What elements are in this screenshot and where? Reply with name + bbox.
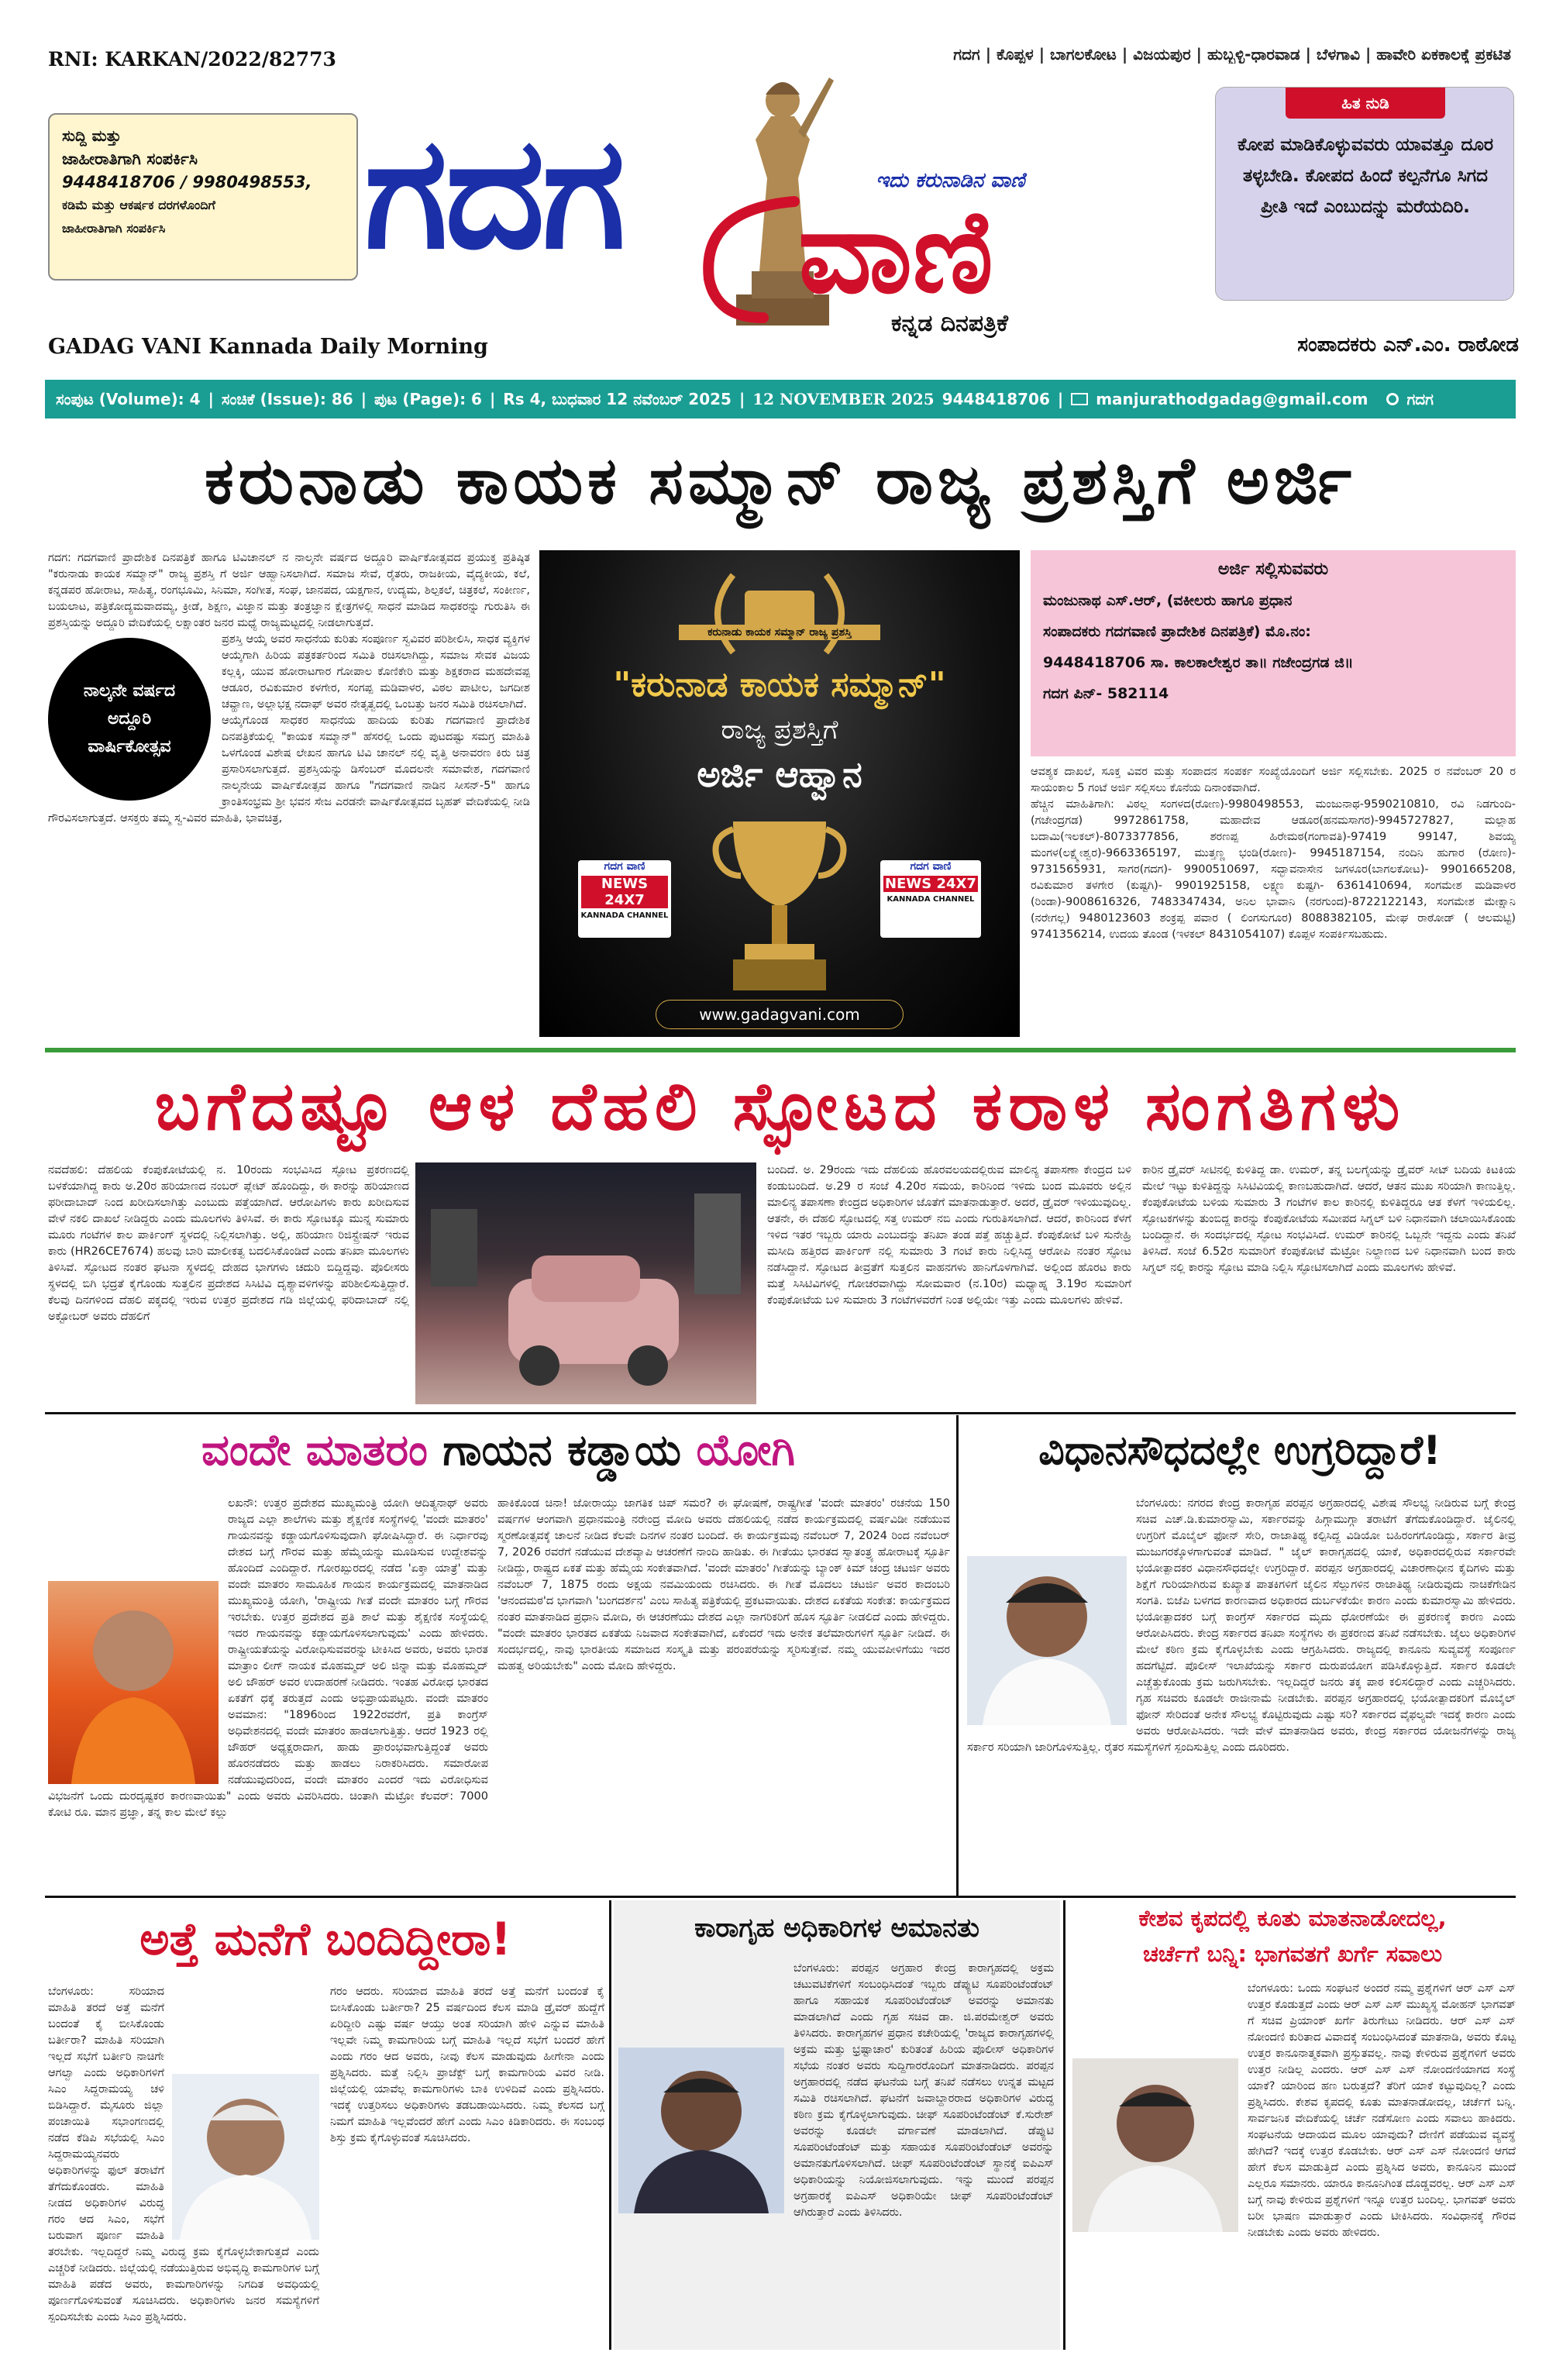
row-divider-1 <box>45 1412 1516 1414</box>
article2-col2 <box>767 1162 1131 1404</box>
vertical-divider-2 <box>609 1900 611 2350</box>
article4-headline: ವಿಧಾನಸೌಧದಲ್ಲೇ ಉಗ್ರರಿದ್ದಾರೆ! <box>1038 1428 1441 1474</box>
article5-col2 <box>330 1984 604 2340</box>
article1-right-p2: ಹೆಚ್ಚಿನ ಮಾಹಿತಿಗಾಗಿ: ವಿಠಲ್ಲ ಸಂಗಳದ(ರೋಣ)-9980498553, ಮಂಜುನಾಥ-9590210810, ರವಿ ನಿಡಗುಂದಿ-(ಗಜೇಂದ್ರಗಡ) 9972861758, ಮಹಾದೇವ ಆಡೂರ(ಹನಮಸಾಗರ)-9945727827, ಮಲ್ಲಾಹ ಬದಾಮಿ(ಇಲಕಲ್)-8073377856, ಶರಣಪ್ಪ ಹಿರೇಮಠ(ಗಂಗಾವತಿ)-97419 99147, ಶಿವಯ್ಯ ಮಂಗಳ(ಲಕ್ಷ್ಮೇಶ್ವರ)-9663365197, ಮುತ್ತಣ್ಣ ಭಂಡಿ(ರೋಣ)- 9945187154, ನಂದಿನಿ ಹುಗಾರ (ರೋಣ)- 9731565931, ಸಾಗರ(ಗದಗ)- 9900510697, ಸದ್ಭಾವನಾಸೇನ ಜಗಳೂರ(ಬಾಗಲಕೋಟ)- 9901665208, ರವಿಕುಮಾರ ತಳಗೇರ (ಕುಷ್ಟಗಿ)- 9901925158, ಲಕ್ಷ್ಮಣ ಕುಷ್ಟಗಿ- 6361410694, ಸಂಗಮೇಶ ಮಡಿವಾಳರ (ರಿಂಡಾ)-9008616326, 7483347434, ಅನಿಲ ಭಾವಾನಿ (ನರಗುಂದ)-8722122143, ಸಂಗಮೇಶ ಮೇಕ್ಷಾನಿ (ನರೇಗಲ್ಲ) 9480123603 ಶಂಕ್ರಪ್ಪ ಪವಾರ ( ಲಿಂಗಸುಗೂರ) 8088382105, ಮೇಘ ರಾಠೋಡ್ ( ಆಲಮಟ್ಟಿ) 9741356214, ಉದಯ ತೊಂಡ (ಇಳಕಲ್ 8431054107) ಕೊಪ್ಪಳ ಸಂಪರ್ಕಿಸಬಹುದು. <box>1031 798 1516 941</box>
article1-body-left <box>48 550 530 1069</box>
article1-p2: ಪ್ರಶಸ್ತಿ ಆಯ್ಕೆ ಅವರ ಸಾಧನೆಯ ಕುರಿತು ಸಂಪೂರ್ಣ ಸ್ವವಿವರ ಪರಿಶೀಲಿಸಿ, ಸಾಧಕ ವ್ಯಕ್ತಿಗಳ ಆಯ್ಕೆಗಾಗಿ ಹಿರಿಯ ಪತ್ರಕರ್ತರಿಂದ ಸಮಿತಿ ರಚಿಸಲಾಗಿದ್ದು, ಸಮಾಜ ಸೇವಕ ವಿಜಯ ಕಲ್ಲಕ್ಕಿ, ಯುವ ಹೋರಾಟಗಾರ ಗೋಪಾಲ ಕೊಣಿಕೇರಿ ಮತ್ತು ಶಿಕ್ಷಕರಾದ ಮಹದೇವಪ್ಪ ಆಡೂರ, ರವಿಕುಮಾರ ಕಳಗೇರ, ಸಂಗಪ್ಪ ಮಡಿವಾಳರ, ವಿಠಲ ಪಾಟೀಲ, ಜಗದೀಶ ಚವ್ಹಾಣ, ಅಲ್ಲಾಭಕ್ಷ ನದಾಫ್ ಅವರ ನೇತೃತ್ವದಲ್ಲಿ ಒಂಬತ್ತು ಜನರ ಸಮಿತಿ ರಚಿಸಲಾಗಿದೆ. <box>222 633 530 711</box>
award-poster <box>539 550 1020 1037</box>
article2-col1-text: ನವದೆಹಲಿ: ದೆಹಲಿಯ ಕೆಂಪುಕೋಟೆಯಲ್ಲಿ ನ. 10ರಂದು ಸಂಭವಿಸಿದ ಸ್ಫೋಟ ಪ್ರಕರಣದಲ್ಲಿ ಬಳಕೆಯಾಗಿದ್ದ ಕಾರು ಅ.20ರ ಹರಿಯಾಣದ ನಂಬರ್ ಪ್ಲೇಟ್ ಹೊಂದಿದ್ದು, ಈ ಕಾರನ್ನು ಹರಿಯಾಣದ ಫರೀದಾಬಾದ್ ನಿಂದ ಖರೀದಿಸಲಾಗಿತ್ತು ಎಂಬುದು ಪತ್ತೆಯಾಗಿದೆ. ಆರೋಪಿಗಳು ಕಾರು ಖರೀದಿಸುವ ವೇಳೆ ನಕಲಿ ದಾಖಲೆ ನೀಡಿದ್ದರು ಎಂದು ಮೂಲಗಳು ತಿಳಿಸಿವೆ. ಈ ಕಾರು ಸ್ಫೋಟಕ್ಕೂ ಮುನ್ನ ಸುಮಾರು ಮೂರು ಗಂಟೆಗಳ ಕಾಲ ಪಾರ್ಕಿಂಗ್ ಸ್ಥಳದಲ್ಲಿ ನಿಲ್ಲಿಸಲಾಗಿತ್ತು. ಅಲ್ಲಿ, ಹರಿಯಾಣ ರಿಜಿಸ್ಟ್ರೇಷನ್ ಇರುವ ಕಾರು (HR26CE7674) ಹಲವು ಬಾರಿ ಮಾಲೀಕತ್ವ ಬದಲಿಸಿಕೊಂಡಿದೆ ಎಂದು ತನಿಖಾ ಮೂಲಗಳು ತಿಳಿಸಿವೆ. ಸ್ಫೋಟದ ನಂತರ ಘಟನಾ ಸ್ಥಳದಲ್ಲಿ ದೇಹದ ಭಾಗಗಳು ಚದುರಿ ಬಿದ್ದಿದ್ದವು. ಪೊಲೀಸರು ಸ್ಥಳದಲ್ಲಿ ಬಿಗಿ ಭದ್ರತೆ ಕೈಗೊಂಡು ಸುತ್ತಲಿನ ಪ್ರದೇಶದ ಸಿಸಿಟಿವಿ ದೃಶ್ಯಾವಳಿಗಳನ್ನು ಪರಿಶೀಲಿಸುತ್ತಿದ್ದಾರೆ. ಕೆಲವು ದಿನಗಳಿಂದ ದೆಹಲಿ ಪಕ್ಕದಲ್ಲಿ ಇರುವ ಉತ್ತರ ಪ್ರದೇಶದ ಗಡಿ ಜಿಲ್ಲೆಯಲ್ಲಿ ಫರಿದಾಬಾದ್ ನಲ್ಲಿ ಅಕ್ಟೋಬರ್ ಅವರು ದೆಹಲಿಗೆ <box>48 1164 409 1323</box>
regions-line: ಗದಗ | ಕೊಪ್ಪಳ | ಬಾಗಲಕೋಟ | ವಿಜಯಪುರ | ಹುಬ್ಬಳ್ಳಿ-ಧಾರವಾಡ | ಬೆಳಗಾವಿ | ಹಾವೇರಿ ಏಕಕಾಲಕ್ಕೆ ಪ್ರಕಟಿತ <box>953 45 1511 64</box>
apply-line1: ಮಂಜುನಾಥ ಎಸ್.ಆರ್, (ವಕೀಲರು ಹಾಗೂ ಪ್ರಧಾನ <box>1043 592 1293 609</box>
info-bar: ಸಂಪುಟ (Volume): 4 | ಸಂಚಿಕೆ (Issue): 86 | ಪುಟ (Page): 6 | Rs 4, ಬುಧವಾರ 12 ನವೆಂಬರ್ 2025 | 12 NOVEMBER 2025 9448418706 | manjurathodgadag@gmail.com ಗದಗ <box>45 380 1516 418</box>
news-box-line1: ಸುದ್ದಿ ಮತ್ತು <box>62 126 122 145</box>
article3-col2-text: ಹಾಕಿಕೊಂಡ ಚಿನಾ! ಜೋರಾಯ್ತು ಜಾಗತಿಕ ಚಿಪ್ ಸಮರ? ಈ ಘೋಷಣೆ, ರಾಷ್ಟ್ರಗೀತೆ 'ವಂದೇ ಮಾತರಂ' ರಚನೆಯ 150 ವರ್ಷಗಳ ಆಂಗವಾಗಿ ಪ್ರಧಾನಮಂತ್ರಿ ನರೇಂದ್ರ ಮೋದಿ ಅವರು ದೆಹಲಿಯಲ್ಲಿ ನಡೆದ ಕಾರ್ಯಕ್ರಮದಲ್ಲಿ ವರ್ಷವಿಡೀ ನಡೆಯುವ ಸ್ಮರಣೋತ್ಸವಕ್ಕೆ ಚಾಲನೆ ನೀಡಿದ ಕೆಲವೇ ದಿನಗಳ ನಂತರ ಬಂದಿದೆ. ಈ ಕಾರ್ಯಕ್ರಮವು ನವೆಂಬರ್ 7, 2024 ರಿಂದ ನವೆಂಬರ್ 7, 2026 ರವರೆಗೆ ನಡೆಯುವ ದೇಶವ್ಯಾಪಿ ಆಚರಣೆಗೆ ನಾಂದಿ ಹಾಡಿತು. ಈ ಗೀತೆಯು ಭಾರತದ ಸ್ವಾತಂತ್ರ್ಯ ಹೋರಾಟಕ್ಕೆ ಸ್ಪೂರ್ತಿ ನೀಡಿದ್ದು, ರಾಷ್ಟ್ರದ ಏಕತೆ ಮತ್ತು ಹೆಮ್ಮೆಯ ಸಂಕೇತವಾಗಿದೆ. 'ವಂದೇ ಮಾತರಂ' ಗೀತೆಯನ್ನು ಬ್ಯಾಂಕ್ ಕಿಮ್ ಚಂದ್ರ ಚಟರ್ಜಿ ಅವರು ನವೆಂಬರ್ 7, 1875 ರಂದು ಅಕ್ಷಯ ನವಮಿಯಂದು ರಚಿಸಿದರು. ಈ ಗೀತೆ ಮೊದಲು ಚಟರ್ಜಿ ಅವರ ಕಾದಂಬರಿ 'ಆನಂದಮಠ'ದ ಭಾಗವಾಗಿ 'ಬಂಗದರ್ಶನ' ಎಂಬ ಸಾಹಿತ್ಯ ಪತ್ರಿಕೆಯಲ್ಲಿ ಪ್ರಕಟವಾಯಿತು. ದೇಶದ ಏಕತೆಯ ಸಂಕೇತ: ಕಾರ್ಯಕ್ರಮದ ನಂತರ ಮಾತನಾಡಿದ ಪ್ರಧಾನಿ ಮೋದಿ, ಈ ಆಚರಣೆಯು ದೇಶದ ಎಲ್ಲಾ ನಾಗರಿಕರಿಗೆ ಹೊಸ ಸ್ಫೂರ್ತಿ ನೀಡಲಿದೆ ಎಂದು ಹೇಳಿದ್ದರು. "ವಂದೇ ಮಾತರಂ ಭಾರತದ ಏಕತೆಯ ನಿಜವಾದ ಸಂಕೇತವಾಗಿದೆ, ಏಕೆಂದರೆ ಇದು ಅನೇಕ ತಲೆಮಾರುಗಳಿಗೆ ಸ್ಫೂರ್ತಿ ನೀಡಿದೆ. ಈ ಸಂದರ್ಭದಲ್ಲಿ, ನಾವು ಭಾರತೀಯ ಸಮಾಜದ ಸಂಸ್ಕೃತಿ ಮತ್ತು ಪರಂಪರೆಯನ್ನು ಸ್ಮರಿಸುತ್ತೇವೆ. ನಮ್ಮ ಯುವಪೀಳಿಗೆಯು ಇದರ ಮಹತ್ವ ಅರಿಯಬೇಕು" ಎಂದು ಮೋದಿ ಹೇಳಿದ್ದರು. <box>497 1497 950 1672</box>
info-email[interactable]: manjurathodgadag@gmail.com <box>1096 390 1368 408</box>
article5-col1-text: ಬೆಂಗಳೂರು: ಸರಿಯಾದ ಮಾಹಿತಿ ತರದೆ ಅತ್ತೆ ಮನೆಗೆ ಬಂದಂತೆ ಕೈ ಬೀಸಿಕೊಂಡು ಬರ್ತೀರಾ? ಮಾಹಿತಿ ಸರಿಯಾಗಿ ಇಲ್ಲದೆ ಸಭೆಗೆ ಬರ್ತೀರಿ ನಾಚಿಗೇ ಆಗಲ್ವಾ ಎಂದು ಅಧಿಕಾರಿಗಳಿಗೆ ಸಿಎಂ ಸಿದ್ದರಾಮಯ್ಯ ಚಳಿ ಬಿಡಿಸಿದ್ದಾರೆ. ಮೈಸೂರು ಜಿಲ್ಲಾ ಪಂಚಾಯಿತಿ ಸಭಾಂಗಣದಲ್ಲಿ ನಡೆದ ಕೆಡಿಪಿ ಸಭೆಯಲ್ಲಿ ಸಿಎಂ ಸಿದ್ದರಾಮಯ್ಯನವರು ಅಧಿಕಾರಿಗಳನ್ನು ಫುಲ್ ತರಾಟೆಗೆ ತೆಗೆದುಕೊಂಡರು. ಮಾಹಿತಿ ನೀಡದ ಅಧಿಕಾರಿಗಳ ವಿರುದ್ಧ ಗರಂ ಆದ ಸಿಎಂ, ಸಭೆಗೆ ಬರುವಾಗ ಪೂರ್ಣ ಮಾಹಿತಿ ತರಬೇಕು. ಇಲ್ಲದಿದ್ದರೆ ನಿಮ್ಮ ವಿರುದ್ಧ ಕ್ರಮ ಕೈಗೊಳ್ಳಬೇಕಾಗುತ್ತದೆ ಎಂದು ಎಚ್ಚರಿಕೆ ನೀಡಿದರು. ಜಿಲ್ಲೆಯಲ್ಲಿ ನಡೆಯುತ್ತಿರುವ ಅಭಿವೃದ್ಧಿ ಕಾಮಗಾರಿಗಳ ಬಗ್ಗೆ ಮಾಹಿತಿ ಪಡೆದ ಅವರು, ಕಾಮಗಾರಿಗಳನ್ನು ನಿಗದಿತ ಅವಧಿಯಲ್ಲಿ ಪೂರ್ಣಗೊಳಿಸುವಂತೆ ಸೂಚಿಸಿದರು. ಅಧಿಕಾರಿಗಳು ಜನರ ಸಮಸ್ಯೆಗಳಿಗೆ ಸ್ಪಂದಿಸಬೇಕು ಎಂದು ಸಿಎಂ ಪ್ರಶ್ನಿಸಿದರು. <box>48 1986 319 2323</box>
poster-logo-left-name: ಗದಗ ವಾಣಿ <box>604 860 645 873</box>
info-phone: 9448418706 <box>942 390 1050 408</box>
location-icon <box>1386 393 1399 405</box>
article2-col2-text: ಬಂದಿದೆ. ಅ. 29ರಂದು ಇದು ದೆಹಲಿಯ ಹೊರವಲಯದಲ್ಲಿರುವ ಮಾಲಿನ್ಯ ತಪಾಸಣಾ ಕೇಂದ್ರದ ಬಳಿ ಕಂಡುಬಂದಿದೆ. ಅ.29 ರ ಸಂಜೆ 4.20ರ ಸಮಯ, ಕಾರಿನಿಂದ ಇಳಿದು ಬಂದ ಮೂವರು ಅಲ್ಲಿನ ಮಾಲಿನ್ಯ ತಪಾಸಣಾ ಕೇಂದ್ರದ ಅಧಿಕಾರಿಗಳ ಜೊತೆಗೆ ಮಾತನಾಡುತ್ತಾರೆ. ಅದರೆ, ಡ್ರೈವರ್ ಇಳಿಯುವುದಿಲ್ಲ. ಆತನೇ, ಈ ದೆಹಲಿ ಸ್ಫೋಟದಲ್ಲಿ ಸತ್ತ ಉಮರ್ ನಬಿ ಎಂದು ಗುರುತಿಸಲಾಗಿದೆ. ಆದರೆ, ಕಾರಿನಿಂದ ಕೆಳಗೆ ಇಳಿದ ಇತರ ಇಬ್ಬರು ಯಾರು ಎಂಬುದನ್ನು ತನಿಖಾ ತಂಡ ಪತ್ತೆ ಹಚ್ಚುತ್ತಿದೆ. ಕೆಂಪುಕೋಟೆ ಬಳಿ ಸುನೇಹ್ರಿ ಮಸೀದಿ ಹತ್ತಿರದ ಪಾರ್ಕಿಂಗ್ ನಲ್ಲಿ ಸುಮಾರು 3 ಗಂಟೆ ಕಾರು ನಿಲ್ಲಿಸಿದ್ದ ಆರೋಪಿ ನಂತರ ಸ್ಫೋಟ ನಡೆಸಿದ್ದಾನೆ. ಸ್ಫೋಟದ ತೀವ್ರತೆಗೆ ಸುತ್ತಲಿನ ವಾಹನಗಳು ಹಾನಿಗೊಳಗಾಗಿವೆ. ಅಲ್ಲಿಂದ ಹೊರಟ ಕಾರು ಮತ್ತೆ ಸಿಸಿಟಿವಿಗಳಲ್ಲಿ ಗೋಚರವಾಗಿದ್ದು ಸೋಮವಾರ (ನ.10ರ) ಮಧ್ಯಾಹ್ನ 3.19ರ ಸುಮಾರಿಗೆ ಕೆಂಪುಕೋಟೆಯ ಬಳಿ ಸುಮಾರು 3 ಗಂಟೆಗಳವರೆಗೆ ನಿಂತ ಅಲ್ಲಿಯೇ ಇತ್ತು ಎಂದು ಮೂಲಗಳು ಹೇಳಿವೆ. <box>767 1164 1131 1307</box>
info-issue: ಸಂಚಿಕೆ (Issue): 86 <box>221 390 353 408</box>
article3-headline-c: ಯೋಗಿ <box>696 1425 796 1476</box>
news-box-line3: ಕಡಿಮೆ ಮತ್ತು ಆಕರ್ಷಕ ದರಗಳೊಂದಿಗೆ <box>62 198 215 212</box>
poster-url[interactable]: www.gadagvani.com <box>656 1000 904 1029</box>
apply-line3: 9448418706 ಸಾ. ಕಾಲಕಾಲೇಶ್ವರ ತಾ॥ ಗಜೇಂದ್ರಗಡ ಜಿ॥ <box>1043 654 1354 671</box>
logo-title-right: ವಾಣಿ <box>798 185 994 319</box>
mail-icon <box>1071 393 1088 405</box>
kumaraswamy-photo <box>967 1556 1127 1725</box>
tagline: ಇದು ಕರುನಾಡಿನ ವಾಣಿ <box>876 169 1025 192</box>
poster-sub: ರಾಜ್ಯ ಪ್ರಶಸ್ತಿಗೆ <box>721 715 838 746</box>
article7-text: ಬೆಂಗಳೂರು: ಒಂದು ಸಂಘಟನೆ ಅಂದರೆ ನಮ್ಮ ಪ್ರಶ್ನೆಗಳಿಗೆ ಆರ್ ಎಸ್ ಎಸ್ ಉತ್ತರ ಕೊಡುತ್ತದೆ ಎಂದು ಆರ್ ಎಸ್ ಎಸ್ ಮುಖ್ಯಸ್ಥ ಮೋಹನ್ ಭಾಗವತ್ ಗೆ ಸಚಿವ ಪ್ರಿಯಾಂಕ್ ಖರ್ಗೆ ತಿರುಗೇಟು ನೀಡಿದರು. ಆರ್ ಎಸ್ ಎಸ್ ನೋಂದಣಿ ಕುರಿತಾದ ವಿವಾದಕ್ಕೆ ಸಂಬಂಧಿಸಿದಂತೆ ಮಾತನಾಡಿ, ಅವರು ಕೊಟ್ಟ ಉತ್ತರ ಕಾನೂನಾತ್ಮಕವಾಗಿ ಪ್ರಸ್ತುತವಲ್ಲ. ನಾವು ಕೇಳಿರುವ ಪ್ರಶ್ನೆಗಳಿಗೆ ಅವರು ಉತ್ತರ ನೀಡಿಲ್ಲ ಎಂದರು. ಆರ್ ಎಸ್ ಎಸ್ ನೋಂದಣಿಯಾಗದ ಸಂಸ್ಥೆ ಯಾಕೆ? ಯಾರಿಂದ ಹಣ ಬರುತ್ತದೆ? ತೆರಿಗೆ ಯಾಕೆ ಕಟ್ಟುವುದಿಲ್ಲ? ಎಂದು ಪ್ರಶ್ನಿಸಿದರು. ಕೇಶವ ಕೃಪದಲ್ಲಿ ಕೂತು ಮಾತನಾಡೋದಲ್ಲ, ಚರ್ಚೆಗೆ ಬನ್ನಿ. ಸಾರ್ವಜನಿಕ ವೇದಿಕೆಯಲ್ಲಿ ಚರ್ಚೆ ನಡೆಸೋಣ ಎಂದು ಸವಾಲು ಹಾಕಿದರು. ಸಂಘಟನೆಯ ಆದಾಯದ ಮೂಲ ಯಾವುದು? ದೇಣಿಗೆ ಪಡೆಯುವ ವ್ಯವಸ್ಥೆ ಹೇಗಿದೆ? ಇದಕ್ಕೆ ಉತ್ತರ ಕೊಡಬೇಕು. ಆರ್ ಎಸ್ ಎಸ್ ನೋಂದಣಿ ಆಗದೆ ಹೇಗೆ ಕೆಲಸ ಮಾಡುತ್ತಿದೆ ಎಂದು ಪ್ರಶ್ನಿಸಿದ ಅವರು, ಕಾನೂನಿನ ಮುಂದೆ ಎಲ್ಲರೂ ಸಮಾನರು. ಯಾರೂ ಕಾನೂನಿಗಿಂತ ದೊಡ್ಡವರಲ್ಲ. ಆರ್ ಎಸ್ ಎಸ್ ಬಗ್ಗೆ ನಾವು ಕೇಳಿರುವ ಪ್ರಶ್ನೆಗಳಿಗೆ ಇನ್ನೂ ಉತ್ತರ ಬಂದಿಲ್ಲ. ಭಾಗವತ್ ಅವರು ಬರೀ ಭಾಷಣ ಮಾಡುತ್ತಾರೆ ಎಂದು ಟೀಕಿಸಿದರು. ಸಂವಿಧಾನಕ್ಕೆ ಗೌರವ ನೀಡಬೇಕು ಎಂದು ಅವರು ಹೇಳಿದರು. <box>1248 1982 1516 2239</box>
article1-body-right <box>1031 764 1516 1040</box>
info-date-en: 12 NOVEMBER 2025 <box>752 390 935 408</box>
siddaramaiah-photo <box>172 2074 319 2240</box>
article1-p3: ಆಯ್ಕೆಗೊಂಡ ಸಾಧಕರ ಸಾಧನೆಯ ಹಾದಿಯ ಕುರಿತು ಗದಗವಾಣಿ ಪ್ರಾದೇಶಿಕ ದಿನಪತ್ರಿಕೆಯಲ್ಲಿ "ಕಾಯಕ ಸಮ್ಮಾನ್" ಹೆಸರಲ್ಲಿ ಒಂದು ಪುಟದಷ್ಟು ಸಮಗ್ರ ಮಾಹಿತಿ ಒಳಗೊಂಡ ವಿಶೇಷ ಲೇಖನ ಹಾಗೂ ಟಿವಿ ಚಾನಲ್ ನಲ್ಲಿ ವೃತ್ತಿ ಅನಾವರಣ ಕಿರು ಚಿತ್ರ ಪ್ರಸಾರಿಸಲಾಗುತ್ತದೆ. ಪ್ರಶಸ್ತಿಯನ್ನು ಡಿಸೆಂಬರ್ ಮೊದಲನೇ ಸಮಾವೇಶ, ಗದಗವಾಣಿ ನಾಲ್ಕನೇಯ ವಾರ್ಷಿಕೋತ್ಸವ ಹಾಗೂ "ಗದಗವಾಣಿ ನಾಡಿನ ಸೀಸನ್-5" ಹಾಗೂ ಕ್ರಾಂತಿಸಂಭ್ರಮ ಶ್ರೀ ಭವನ ಸೇಜ ಎರಡನೇ ವಾರ್ಷಿಕೋತ್ಸವದ ಬೃಹತ್ ವೇದಿಕೆಯಲ್ಲಿ ನೀಡಿ ಗೌರವಿಸಲಾಗುತ್ತದೆ. ಆಸಕ್ತರು ತಮ್ಮ ಸ್ವ-ವಿವರ ಮಾಹಿತಿ, ಭಾವಚಿತ್ರ, <box>48 715 530 825</box>
article5-headline: ಅತ್ತೆ ಮನೆಗೆ ಬಂದಿದ್ದೀರಾ! <box>139 1913 511 1965</box>
news-box-phones: 9448418706 / 9980498553, <box>62 173 312 191</box>
poster-logo-left-news: NEWS 24X7 <box>581 876 668 908</box>
article1-headline: ಕರುನಾಡು ಕಾಯಕ ಸಮ್ಮಾನ್ ರಾಜ್ಯ ಪ್ರಶಸ್ತಿಗೆ ಅರ್ಜಿ <box>204 443 1356 518</box>
article5-col1 <box>48 1984 319 2340</box>
article7-headline-2: ಚರ್ಚೆಗೆ ಬನ್ನಿ: ಭಾಗವತಗೆ ಖರ್ಗೆ ಸವಾಲು <box>1142 1941 1443 1967</box>
article3-headline <box>45 1415 952 1486</box>
poster-logo-right-news: NEWS 24X7 <box>883 876 978 892</box>
poster-logo-left-channel: KANNADA CHANNEL <box>580 911 669 920</box>
priyank-kharge-photo <box>1072 2058 1238 2232</box>
article2-col3 <box>1142 1162 1516 1404</box>
news-box-line2: ಜಾಹೀರಾತಿಗಾಗಿ ಸಂಪರ್ಕಿಸಿ <box>62 150 198 168</box>
apply-line2: ಸಂಪಾದಕರು ಗದಗವಾಣಿ ಪ್ರಾದೇಶಿಕ ದಿನಪತ್ರಿಕೆ) ಮೊ.ನಂ: <box>1043 623 1311 640</box>
article1-right-p1: ಆವಶ್ಯಕ ದಾಖಲೆ, ಸೂಕ್ತ ವಿವರ ಮತ್ತು ಸಂಪಾದನ ಸಂಪರ್ಕ ಸಂಖ್ಯೆಯೊಂದಿಗೆ ಅರ್ಜಿ ಸಲ್ಲಿಸಬೇಕು. 2025 ರ ನವೆಂಬರ್ 20 ರ ಸಾಯಂಕಾಲ 5 ಗಂಟೆ ಅರ್ಜಿ ಸಲ್ಲಿಸಲು ಕೊನೆಯ ದಿನಾಂಕವಾಗಿದೆ. <box>1031 766 1516 794</box>
article7-headline <box>1069 1900 1516 1975</box>
article1-p1: ಗದಗ: ಗದಗವಾಣಿ ಪ್ರಾದೇಶಿಕ ದಿನಪತ್ರಿಕೆ ಹಾಗೂ ಟಿವಿಚಾನಲ್ ನ ನಾಲ್ಕನೇ ವರ್ಷದ ಅದ್ದೂರಿ ವಾರ್ಷಿಕೋತ್ಸವದ ಪ್ರಯುಕ್ತ ಪ್ರತಿಷ್ಠಿತ "ಕರುನಾಡು ಕಾಯಕ ಸಮ್ಮಾನ್" ರಾಜ್ಯ ಪ್ರಶಸ್ತಿ ಗೆ ಅರ್ಜಿ ಆಹ್ವಾನಿಸಲಾಗಿದೆ. ಸಮಾಜ ಸೇವೆ, ರೈತರು, ರಾಜಕೀಯ, ವೈದ್ಯಕೀಯ, ಕಲೆ, ಕನ್ನಡಪರ ಹೋರಾಟ, ಸಾಹಿತ್ಯ, ರಂಗಭೂಮಿ, ಸಿನಿಮಾ, ಸಂಗೀತ, ಸಂಘ, ಜಾನಪದ, ಯಕ್ಷಗಾನ, ಉದ್ಯಮ, ಶಿಲ್ಪಕಲೆ, ಚಿತ್ರಕಲೆ, ಸಂಕೀರ್ಣ, ಬಯಲಾಟ, ಪತ್ರಿಕೋದ್ಯಮವಾದಮ್ಯ, ಕ್ರೀಡೆ, ಶಿಕ್ಷಣ, ವಿಜ್ಞಾನ ಮತ್ತು ತಂತ್ರಜ್ಞಾನ ಕ್ಷೇತ್ರಗಳಲ್ಲಿ ಸಾಧನೆ ಮಾಡಿದ ಸಾಧಕರನ್ನು ಗುರುತಿಸಿ ಈ ಪ್ರಶಸ್ತಿಯನ್ನು ಅದ್ದೂರಿ ವೇದಿಕೆಯಲ್ಲಿ ಲಕ್ಷಾಂತರ ಜನರ ಮಧ್ಯೆ ರಾಜ್ಯಮಟ್ಟದಲ್ಲಿ ನೀಡಲಾಗುತ್ತದೆ. <box>48 552 530 629</box>
green-divider <box>45 1048 1516 1052</box>
poster-logo-right-channel: KANNADA CHANNEL <box>886 895 975 904</box>
article4-body <box>967 1496 1516 1888</box>
rni-number: RNI: KARKAN/2022/82773 <box>48 48 336 71</box>
info-page: ಪುಟ (Page): 6 <box>374 390 482 408</box>
news-contact-box <box>48 113 358 281</box>
poster-big-title: "ಕರುನಾಡ ಕಾಯಕ ಸಮ್ಮಾನ್" <box>613 665 946 704</box>
news-box-line4: ಜಾಹೀರಾತಿಗಾಗಿ ಸಂಪರ್ಕಿಸಿ <box>62 221 166 236</box>
hita-nudi-title: ಹಿತ ನುಡಿ <box>1286 88 1445 119</box>
article6-headline: ಕಾರಾಗೃಹ ಅಧಿಕಾರಿಗಳ ಅಮಾನತು <box>694 1913 979 1944</box>
hita-nudi-box <box>1215 87 1514 301</box>
poster-small-title: ಕರುನಾಡು ಕಾಯಕ ಸಮ್ಮಾನ್ ರಾಜ್ಯ ಪ್ರಶಸ್ತಿ <box>679 625 880 640</box>
hita-nudi-text: ಕೋಪ ಮಾಡಿಕೊಳ್ಳುವವರು ಯಾವತ್ತೂ ದೂರ ತಳ್ಳಬೇಡಿ. ಕೋಪದ ಹಿಂದೆ ಕಲ್ಪನೆಗೂ ಸಿಗದ ಪ್ರೀತಿ ಇದೆ ಎಂಬುದನ್ನು ಮರೆಯದಿರಿ. <box>1237 135 1494 217</box>
article2-col1 <box>48 1162 409 1404</box>
apply-line4: ಗದಗ ಪಿನ್- 582114 <box>1043 685 1169 702</box>
subtitle: ಕನ್ನಡ ದಿನಪತ್ರಿಕೆ <box>891 310 1008 337</box>
article2-col3-text: ಕಾರಿನ ಡ್ರೈವರ್ ಸೀಟಿನಲ್ಲಿ ಕುಳಿತಿದ್ದ ಡಾ. ಉಮರ್, ತನ್ನ ಬಲಗೈಯನ್ನು ಡ್ರೈವರ್ ಸೀಟ್ ಬದಿಯ ಕಿಟಕಿಯ ಮೇಲೆ ಇಟ್ಟು ಕುಳಿತಿದ್ದನ್ನು ಸಿಸಿಟಿವಿಯಲ್ಲಿ ಕಾಣಬಹುದಾಗಿದೆ. ಆದರೆ, ಆತನ ಮುಖ ಸರಿಯಾಗಿ ಕಾಣುತ್ತಿಲ್ಲ. ಕೆಂಪುಕೋಟೆಯ ಬಳಿಯ ಸುಮಾರು 3 ಗಂಟೆಗಳ ಕಾಲ ಕಾರಿನಲ್ಲಿ ಕುಳಿತಿದ್ದರೂ ಆತ ಕೆಳಗೆ ಇಳಿಯಲಿಲ್ಲ. ಸ್ಫೋಟಕಗಳನ್ನು ತುಂಬಿದ್ದ ಕಾರನ್ನು ಕೆಂಪುಕೋಟೆಯ ಸಮೀಪದ ಸಿಗ್ನಲ್ ಬಳಿ ನಿಧಾನವಾಗಿ ಚಲಾಯಿಸಿಕೊಂಡು ಬಂದಿದ್ದಾನೆ. ಈ ಸಂದರ್ಭದಲ್ಲಿ ಸ್ಫೋಟ ಸಂಭವಿಸಿದೆ. ಉಮರ್ ಕಾರಿನಲ್ಲಿ ಒಬ್ಬನೇ ಇದ್ದನು ಎಂದು ತನಿಖೆ ತಿಳಿಸಿದೆ. ಸಂಜೆ 6.52ರ ಸುಮಾರಿಗೆ ಕೆಂಪುಕೋಟೆ ಮೆಟ್ರೋ ನಿಲ್ದಾಣದ ಬಳಿ ನಿಧಾನವಾಗಿ ಬಂದ ಕಾರು ಸಿಗ್ನಲ್ ನಲ್ಲಿ ಕಾರನ್ನು ಸ್ಫೋಟ ಮಾಡಿ ನಿಲ್ಲಿಸಿ ಸ್ಫೋಟಿಸಲಾಗಿದೆ ಎಂದು ಮೂಲಗಳು ಹೇಳಿವೆ. <box>1142 1164 1516 1274</box>
article6-text: ಬೆಂಗಳೂರು: ಪರಪ್ಪನ ಅಗ್ರಹಾರ ಕೇಂದ್ರ ಕಾರಾಗೃಹದಲ್ಲಿ ಅಕ್ರಮ ಚಟುವಟಿಕೆಗಳಿಗೆ ಸಂಬಂಧಿಸಿದಂತೆ ಇಬ್ಬರು ಡೆಪ್ಯುಟಿ ಸೂಪರಿಂಟೆಂಡೆಂಟ್ ಹಾಗೂ ಸಹಾಯಕ ಸೂಪರಿಂಟೆಂಡೆಂಟ್ ಅವರನ್ನು ಅಮಾನತು ಮಾಡಲಾಗಿದೆ ಎಂದು ಗೃಹ ಸಚಿವ ಡಾ. ಜಿ.ಪರಮೇಶ್ವರ್ ಅವರು ತಿಳಿಸಿದರು. ಕಾರಾಗೃಹಗಳ ಪ್ರಧಾನ ಕಚೇರಿಯಲ್ಲಿ 'ರಾಜ್ಯದ ಕಾರಾಗೃಹಗಳಲ್ಲಿ ಅಕ್ರಮ ಮತ್ತು ಭ್ರಷ್ಟಾಚಾರ' ಕುರಿತಂತೆ ಹಿರಿಯ ಪೊಲೀಸ್ ಅಧಿಕಾರಿಗಳ ಸಭೆಯ ನಂತರ ಅವರು ಸುದ್ದಿಗಾರರೊಂದಿಗೆ ಮಾತನಾಡಿದರು. ಪರಪ್ಪನ ಅಗ್ರಹಾರದಲ್ಲಿ ನಡೆದ ಘಟನೆಯ ಬಗ್ಗೆ ತನಿಖೆ ನಡೆಸಲು ಉನ್ನತ ಮಟ್ಟದ ಸಮಿತಿ ರಚಿಸಲಾಗಿದೆ. ಘಟನೆಗೆ ಜವಾಬ್ದಾರರಾದ ಅಧಿಕಾರಿಗಳ ವಿರುದ್ಧ ಕಠಿಣ ಕ್ರಮ ಕೈಗೊಳ್ಳಲಾಗುವುದು. ಚೀಫ್ ಸೂಪರಿಂಟೆಂಡೆಂಟ್ ಕೆ.ಸುರೇಶ್ ಅವರನ್ನು ಕೂಡಲೇ ವರ್ಗಾವಣೆ ಮಾಡಲಾಗಿದೆ. ಡೆಪ್ಯುಟಿ ಸೂಪರಿಂಟೆಂಡೆಂಟ್ ಮತ್ತು ಸಹಾಯಕ ಸೂಪರಿಂಟೆಂಡೆಂಟ್ ಅವರನ್ನು ಅಮಾನತುಗೊಳಿಸಲಾಗಿದೆ. ಚೀಫ್ ಸೂಪರಿಂಟೆಂಡೆಂಟ್ ಸ್ಥಾನಕ್ಕೆ ಐಪಿಎಸ್ ಅಧಿಕಾರಿಯನ್ನು ನಿಯೋಜಿಸಲಾಗುವುದು. ಇನ್ನು ಮುಂದೆ ಪರಪ್ಪನ ಅಗ್ರಹಾರಕ್ಕೆ ಐಪಿಎಸ್ ಅಧಿಕಾರಿಯೇ ಚೀಫ್ ಸೂಪರಿಂಟೆಂಡೆಂಟ್ ಆಗಿರುತ್ತಾರೆ ಎಂದು ತಿಳಿಸಿದರು. <box>793 1962 1054 2219</box>
anniversary-badge <box>48 638 211 801</box>
article3-col1-text: ಲಖನೌ: ಉತ್ತರ ಪ್ರದೇಶದ ಮುಖ್ಯಮಂತ್ರಿ ಯೋಗಿ ಆದಿತ್ಯನಾಥ್ ಅವರು ರಾಜ್ಯದ ಎಲ್ಲಾ ಶಾಲೆಗಳು ಮತ್ತು ಶೈಕ್ಷಣಿಕ ಸಂಸ್ಥೆಗಳಲ್ಲಿ 'ವಂದೇ ಮಾತರಂ' ಗಾಯನವನ್ನು ಕಡ್ಡಾಯಗೊಳಿಸುವುದಾಗಿ ಘೋಷಿಸಿದ್ದಾರೆ. ಈ ನಿರ್ಧಾರವು ದೇಶದ ಬಗ್ಗೆ ಗೌರವ ಮತ್ತು ಹೆಮ್ಮೆಯನ್ನು ಮೂಡಿಸುವ ಉದ್ದೇಶವನ್ನು ಹೊಂದಿದೆ ಎಂದಿದ್ದಾರೆ. ಗೋರಖ್ಪುರದಲ್ಲಿ ನಡೆದ 'ಏಕ್ತಾ ಯಾತ್ರೆ' ಮತ್ತು ವಂದೇ ಮಾತರಂ ಸಾಮೂಹಿಕ ಗಾಯನ ಕಾರ್ಯಕ್ರಮದಲ್ಲಿ ಮಾತನಾಡಿದ ಮುಖ್ಯಮಂತ್ರಿ ಯೋಗಿ, 'ರಾಷ್ಟ್ರೀಯ ಗೀತೆ ವಂದೇ ಮಾತರಂ ಬಗ್ಗೆ ಗೌರವ ಇರಬೇಕು. ಉತ್ತರ ಪ್ರದೇಶದ ಪ್ರತಿ ಶಾಲೆ ಮತ್ತು ಶೈಕ್ಷಣಿಕ ಸಂಸ್ಥೆಯಲ್ಲಿ ಇದರ ಗಾಯನವನ್ನು ಕಡ್ಡಾಯಗೊಳಿಸಲಾಗುವುದು' ಎಂದು ಹೇಳಿದರು. ರಾಷ್ಟ್ರೀಯತೆಯನ್ನು ವಿರೋಧಿಸುವವರನ್ನು ಟೀಕಿಸಿದ ಅವರು, ಅವರು ಭಾರತ ಮಾತ್ರಾಂ ಲೀಗ್ ನಾಯಕ ಮೊಹಮ್ಮದ್ ಅಲಿ ಜಿನ್ನಾ ಮತ್ತು ಮೊಹಮ್ಮದ್ ಅಲಿ ಜೌಹರ್ ಅವರ ಉದಾಹರಣೆ ನೀಡಿದರು. ಇಂತಹ ವಿರೋಧ ಭಾರತದ ಏಕತೆಗೆ ಧಕ್ಕೆ ತರುತ್ತದೆ ಎಂದು ಅಭಿಪ್ರಾಯಪಟ್ಟರು. ವಂದೇ ಮಾತರಂ ಅವಮಾನ: "1896ರಿಂದ 1922ರವರೆಗೆ, ಪ್ರತಿ ಕಾಂಗ್ರೆಸ್ ಅಧಿವೇಶನದಲ್ಲಿ ವಂದೇ ಮಾತರಂ ಹಾಡಲಾಗುತ್ತಿತ್ತು. ಆದರೆ 1923 ರಲ್ಲಿ ಜೌಹರ್ ಅಧ್ಯಕ್ಷರಾದಾಗ, ಹಾಡು ಪ್ರಾರಂಭವಾಗುತ್ತಿದ್ದಂತೆ ಅವರು ಹೊರನಡೆದರು ಮತ್ತು ಹಾಡಲು ನಿರಾಕರಿಸಿದರು. ಸಮಾರೋಪ ನಡೆಯುವುದರಿಂದ, ವಂದೇ ಮಾತರಂ ಎಂದರೆ ಇದು ವಿರೋಧಿಸುವ ವಿಭಜನೆಗೆ ಒಂದು ದುರದೃಷ್ಟಕರ ಕಾರಣವಾಯಿತು" ಎಂದು ಅವರು ವಿವರಿಸಿದರು. ಚಿಂತಾಗಿ ಮೆಟ್ರೋ ಕೆಲವರ್: 7000 ಕೋಟಿ ರೂ. ಮಾನ ಪ್ರಜ್ಞಾ, ತನ್ನ ಕಾಲ ಮೇಲೆ ಕಲ್ಲು <box>48 1497 488 1819</box>
poster-logo-right-name: ಗದಗ ವಾಣಿ <box>910 860 952 873</box>
english-name: GADAG VANI Kannada Daily Morning <box>48 335 488 359</box>
poster-logo-right <box>880 860 981 938</box>
article6-body <box>618 1961 1054 2340</box>
article3-headline-b: ಗಾಯನ ಕಡ್ಡಾಯ <box>442 1425 682 1476</box>
article4-text: ಬೆಂಗಳೂರು: ನಗರದ ಕೇಂದ್ರ ಕಾರಾಗೃಹ ಪರಪ್ಪನ ಅಗ್ರಹಾರದಲ್ಲಿ ವಿಶೇಷ ಸೌಲಭ್ಯ ನೀಡಿರುವ ಬಗ್ಗೆ ಕೇಂದ್ರ ಸಚಿವ ಎಚ್.ಡಿ.ಕುಮಾರಸ್ವಾಮಿ, ಸರ್ಕಾರವನ್ನು ಹಿಗ್ಗಾಮುಗ್ಗಾ ತರಾಟೆಗೆ ತೆಗೆದುಕೊಂಡಿದ್ದಾರೆ. ಜೈಲಿನಲ್ಲಿ ಉಗ್ರರಿಗೆ ಮೊಬೈಲ್ ಫೋನ್ ಸೇರಿ, ರಾಜಾತಿಥ್ಯ ಕಲ್ಪಿಸಿದ್ದ ವಿಡಿಯೋ ಬಹಿರಂಗಗೊಂಡಿದ್ದು, ಸರ್ಕಾರ ತೀವ್ರ ಮುಜುಗರಕ್ಕೊಳಗಾಗುವಂತೆ ಮಾಡಿದೆ. " ಜೈಲ್ ಕಾರಾಗೃಹದಲ್ಲಿ ಯಾಕೆ, ಅಧಿಕಾರದಲ್ಲಿರುವ ಸರ್ಕಾರವೇ ಭಯೋತ್ಪಾದಕರ ವಿಧಾನಸೌಧದಲ್ಲೇ ಉಗ್ರರಿದ್ದಾರೆ. ಪರಪ್ಪನ ಅಗ್ರಹಾರದಲ್ಲಿ ವಿಚಾರಣಾಧೀನ ಕೈದಿಗಳು ಮತ್ತು ಶಿಕ್ಷೆಗೆ ಗುರಿಯಾಗಿರುವ ಕುಖ್ಯಾತ ಪಾತಕಿಗಳಿಗೆ ಜೈಲಿನ ಸೆಲ್ಲುಗಳಿನ ರಾಜಾತಿಥ್ಯ ನೀಡಿರುವುದು ನಾಚಿಕೆಗೇಡಿನ ಸಂಗತಿ. ಬಿಜೆಪಿ ಬಳಗದ ಕಾರಣವಾದ ಅಧಿಕಾರದ ದುರ್ಬಳಕೆಯೇ ಕಾರಣ ಎಂದು ಕುಮಾರಸ್ವಾಮಿ ಹೇಳಿದರು. ಭಯೋತ್ಪಾದಕರ ಬಗ್ಗೆ ಕಾಂಗ್ರೆಸ್ ಸರ್ಕಾರದ ಮೃದು ಧೋರಣೆಯೇ ಈ ಪ್ರಕರಣಕ್ಕೆ ಕಾರಣ ಎಂದು ಆರೋಪಿಸಿದರು. ಕೇಂದ್ರ ಸರ್ಕಾರದ ತನಿಖಾ ಸಂಸ್ಥೆಗಳು ಈ ಪ್ರಕರಣದ ತನಿಖೆ ನಡೆಸಬೇಕು. ಜೈಲು ಅಧಿಕಾರಿಗಳ ಮೇಲೆ ಕಠಿಣ ಕ್ರಮ ಕೈಗೊಳ್ಳಬೇಕು ಎಂದು ಆಗ್ರಹಿಸಿದರು. ರಾಜ್ಯದಲ್ಲಿ ಕಾನೂನು ಸುವ್ಯವಸ್ಥೆ ಸಂಪೂರ್ಣ ಹದಗೆಟ್ಟಿದೆ. ಪೊಲೀಸ್ ಇಲಾಖೆಯನ್ನು ಸರ್ಕಾರ ದುರುಪಯೋಗ ಪಡಿಸಿಕೊಳ್ಳುತ್ತಿದೆ. ಸರ್ಕಾರ ಕೂಡಲೇ ಎಚ್ಚೆತ್ತುಕೊಂಡು ಕ್ರಮ ಜರುಗಿಸಬೇಕು. ಇಲ್ಲದಿದ್ದರೆ ಜನರು ತಕ್ಕ ಪಾಠ ಕಲಿಸಲಿದ್ದಾರೆ ಎಂದು ಎಚ್ಚರಿಸಿದರು. ಗೃಹ ಸಚಿವರು ಕೂಡಲೇ ರಾಜೀನಾಮೆ ನೀಡಬೇಕು. ಪರಪ್ಪನ ಅಗ್ರಹಾರದಲ್ಲಿ ಭಯೋತ್ಪಾದಕರಿಗೆ ಮೊಬೈಲ್ ಫೋನ್ ಸೇರಿದಂತೆ ಅನೇಕ ಸೌಲಭ್ಯ ಕೊಟ್ಟಿರುವುದು ಎಷ್ಟು ಸರಿ? ಸರ್ಕಾರದ ವೈಫಲ್ಯವೇ ಇದಕ್ಕೆ ಕಾರಣ ಎಂದು ಅವರು ಆರೋಪಿಸಿದರು. ಇದೇ ವೇಳೆ ಮಾತನಾಡಿದ ಅವರು, ಕೇಂದ್ರ ಸರ್ಕಾರದ ಯೋಜನೆಗಳನ್ನು ರಾಜ್ಯ ಸರ್ಕಾರ ಸರಿಯಾಗಿ ಜಾರಿಗೊಳಿಸುತ್ತಿಲ್ಲ. ರೈತರ ಸಮಸ್ಯೆಗಳಿಗೆ ಸ್ಪಂದಿಸುತ್ತಿಲ್ಲ ಎಂದು ದೂರಿದರು. <box>967 1497 1516 1754</box>
logo-arc <box>694 194 802 325</box>
info-volume: ಸಂಪುಟ (Volume): 4 <box>56 390 201 408</box>
parameshwar-photo <box>618 2048 784 2213</box>
article5-col2-text: ಗರಂ ಆದರು. ಸರಿಯಾದ ಮಾಹಿತಿ ತರದೆ ಅತ್ತೆ ಮನೆಗೆ ಬಂದಂತೆ ಕೈ ಬೀಸಿಕೊಂಡು ಬರ್ತೀರಾ? 25 ವರ್ಷದಿಂದ ಕೆಲಸ ಮಾಡಿ ಡ್ರೈವರ್ ಹುದ್ದೆಗೆ ಏರಿದ್ದೀರಿ ಎಷ್ಟು ವರ್ಷ ಆಯ್ತು ಅಂತ ಸರಿಯಾಗಿ ಹೇಳಿ ಎನ್ನುವ ಮಾಹಿತಿ ಇಲ್ಲವೇ ನಿಮ್ಮ ಕಾಮಗಾರಿಯ ಬಗ್ಗೆ ಮಾಹಿತಿ ಇಲ್ಲದೆ ಸಭೆಗೆ ಬಂದರೆ ಹೇಗೆ ಎಂದು ಗರಂ ಆದ ಅವರು, ನೀವು ಕೆಲಸ ಮಾಡುವುದು ಹೀಗೇನಾ ಎಂದು ಪ್ರಶ್ನಿಸಿದರು. ಮತ್ತೆ ನಿಲ್ಲಿಸಿ ಪ್ರಾಜೆಕ್ಟ್ ಬಗ್ಗೆ ಕಾಮಗಾರಿಯ ವಿವರ ನೀಡಿ. ಜಿಲ್ಲೆಯಲ್ಲಿ ಯಾವೆಲ್ಲ ಕಾಮಗಾರಿಗಳು ಬಾಕಿ ಉಳಿದಿವೆ ಎಂದು ಪ್ರಶ್ನಿಸಿದರು. ಇದಕ್ಕೆ ಉತ್ತರಿಸಲು ಅಧಿಕಾರಿಗಳು ತಡಬಡಾಯಿಸಿದರು. ನಿಮ್ಮ ಕೆಲಸದ ಬಗ್ಗೆ ನಿಮಗೆ ಮಾಹಿತಿ ಇಲ್ಲವೆಂದರೆ ಹೇಗೆ ಎಂದು ಸಿಎಂ ಕಿಡಿಕಾರಿದರು. ಈ ಸಂಬಂಧ ಶಿಸ್ತು ಕ್ರಮ ಕೈಗೊಳ್ಳುವಂತೆ ಸೂಚಿಸಿದರು. <box>330 1986 604 2144</box>
article2-headline: ಬಗೆದಷ್ಟೂ ಆಳ ದೆಹಲಿ ಸ್ಫೋಟದ ಕರಾಳ ಸಂಗತಿಗಳು <box>154 1068 1406 1145</box>
apply-title: ಅರ್ಜಿ ಸಲ್ಲಿಸುವವರು <box>1217 560 1329 579</box>
blast-scene-photo <box>415 1162 756 1404</box>
article7-headline-1: ಕೇಶವ ಕೃಪದಲ್ಲಿ ಕೂತು ಮಾತನಾಡೋದಲ್ಲ, <box>1138 1905 1447 1931</box>
badge-text: ನಾಲ್ಕನೇ ವರ್ಷದ ಅದ್ದೂರಿ ವಾರ್ಷಿಕೋತ್ಸವ <box>83 681 176 756</box>
article3-col2 <box>497 1496 950 1888</box>
trophy-icon <box>710 806 849 1007</box>
poster-call: ಅರ್ಜಿ ಆಹ್ವಾನ <box>697 753 862 795</box>
article3-col1 <box>48 1496 488 1888</box>
article7-body <box>1072 1981 1516 2340</box>
poster-laurel <box>687 567 873 660</box>
editor-line: ಸಂಪಾದಕರು ಎನ್.ಎಂ. ರಾಠೋಡ <box>1297 333 1519 356</box>
row-divider-2 <box>45 1896 1516 1898</box>
info-location: ಗದಗ <box>1406 390 1434 408</box>
poster-logo-left <box>578 860 671 938</box>
apply-box <box>1031 550 1516 756</box>
article3-headline-a: ವಂದೇ ಮಾತರಂ <box>201 1425 428 1476</box>
info-price-date: Rs 4, ಬುಧವಾರ 12 ನವೆಂಬರ್ 2025 <box>503 390 732 408</box>
vertical-divider-1 <box>956 1415 959 1896</box>
yogi-photo <box>48 1581 219 1784</box>
vertical-divider-3 <box>1063 1900 1065 2350</box>
logo-title-left: ಗದಗ <box>364 103 623 284</box>
